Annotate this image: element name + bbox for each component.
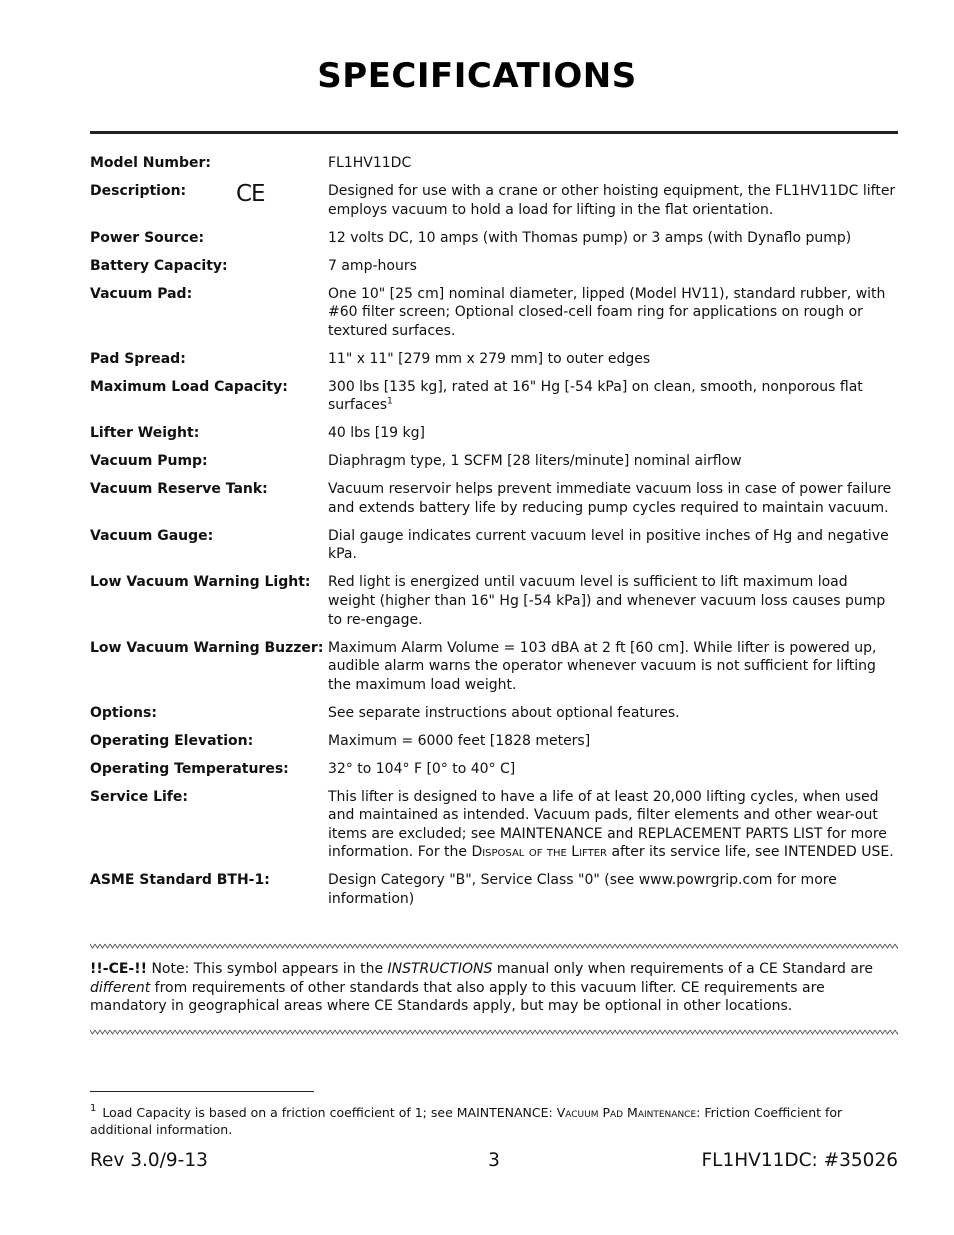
ce-note-tag: !!-CE-!!	[90, 961, 147, 977]
ce-note-text: manual only when requirements of a CE Standard are	[492, 961, 873, 977]
spec-row-warning-buzzer	[90, 639, 898, 695]
ce-note-text: Note: This symbol appears in the	[147, 961, 388, 977]
spec-row-power-source	[90, 229, 898, 248]
spec-row-service-life	[90, 788, 898, 862]
ce-note	[90, 960, 900, 1016]
spec-value: 7 amp-hours	[328, 257, 417, 274]
spec-value: Diaphragm type, 1 SCFM [28 liters/minute] nominal airflow	[328, 453, 742, 470]
spec-label: Lifter Weight:	[90, 425, 200, 442]
spec-label: Operating Temperatures:	[90, 760, 289, 777]
footnote-rule	[90, 1091, 314, 1092]
footnote-text: Load Capacity is based on a friction coefficient of 1; see MAINTENANCE:	[102, 1105, 557, 1120]
spec-value: 32° to 104° F [0° to 40° C]	[328, 760, 516, 777]
spec-value: 300 lbs [135 kg], rated at 16" Hg [-54 kPa] on clean, smooth, nonporous flat surfaces	[328, 378, 863, 414]
page-number: 3	[488, 1150, 500, 1171]
spec-label: Vacuum Pad:	[90, 285, 193, 302]
spec-value: Vacuum reservoir helps prevent immediate vacuum loss in case of power failure and extends battery life by reducing pump cycles required to maintain vacuum.	[328, 481, 892, 516]
spec-label: Options:	[90, 704, 157, 721]
spec-row-description	[90, 182, 898, 219]
spec-label: Pad Spread:	[90, 350, 186, 367]
spec-row-asme-standard	[90, 871, 898, 908]
spec-label: Vacuum Pump:	[90, 453, 208, 470]
spec-row-warning-light	[90, 573, 898, 629]
spec-value: Designed for use with a crane or other hoisting equipment, the FL1HV11DC lifter employs vacuum to hold a load for lifting in the flat orientation.	[328, 182, 896, 218]
ce-note-emphasis: INSTRUCTIONS	[387, 961, 493, 977]
title-rule	[90, 131, 898, 134]
spec-value: Maximum = 6000 feet [1828 meters]	[328, 732, 591, 749]
spec-row-operating-elevation	[90, 732, 898, 751]
spec-value-wrap	[328, 378, 898, 415]
spec-row-vacuum-reserve-tank	[90, 480, 898, 517]
spec-value: 12 volts DC, 10 amps (with Thomas pump) or 3 amps (with Dynaflo pump)	[328, 229, 852, 246]
spec-label: Vacuum Reserve Tank:	[90, 481, 268, 498]
page-title: SPECIFICATIONS	[317, 56, 637, 96]
spec-label-wrap	[90, 182, 328, 219]
spec-label: Service Life:	[90, 788, 188, 805]
decorative-divider-bottom	[90, 1029, 898, 1035]
footnote	[90, 1100, 898, 1138]
spec-label: Operating Elevation:	[90, 732, 254, 749]
footnote-text: : Friction Coefficient for additional information.	[90, 1105, 843, 1137]
spec-row-vacuum-pad	[90, 285, 898, 341]
spec-row-battery-capacity	[90, 257, 898, 276]
spec-row-vacuum-pump	[90, 452, 898, 471]
spec-value: One 10" [25 cm] nominal diameter, lipped (Model HV11), standard rubber, with #60 filter screen; Optional closed-cell foam ring for applications on rough or textured surfaces.	[328, 285, 886, 339]
specifications-table	[90, 154, 898, 918]
spec-label: Battery Capacity:	[90, 257, 228, 274]
spec-row-model-number	[90, 154, 898, 173]
spec-row-options	[90, 704, 898, 723]
spec-row-operating-temperatures	[90, 760, 898, 779]
spec-label: Low Vacuum Warning Light:	[90, 574, 311, 591]
spec-value: Design Category "B", Service Class "0" (see www.powrgrip.com for more information)	[328, 872, 837, 908]
spec-label: Power Source:	[90, 229, 205, 246]
spec-label: ASME Standard BTH-1:	[90, 872, 270, 889]
spec-row-pad-spread	[90, 350, 898, 369]
spec-value: Maximum Alarm Volume = 103 dBA at 2 ft [60 cm]. While lifter is powered up, audible alarm warns the operator whenever vacuum is not sufficient for lifting the maximum load weight.	[328, 639, 877, 693]
spec-label: Maximum Load Capacity:	[90, 378, 288, 395]
spec-label: Vacuum Gauge:	[90, 527, 214, 544]
footnote-reference: 1	[387, 396, 393, 407]
ce-mark-icon: CE	[236, 180, 265, 207]
spec-value: FL1HV11DC	[328, 155, 412, 171]
decorative-divider-top	[90, 943, 898, 949]
spec-row-vacuum-gauge	[90, 527, 898, 564]
spec-value-wrap	[328, 788, 898, 862]
spec-row-max-load-capacity	[90, 378, 898, 415]
spec-value: 40 lbs [19 kg]	[328, 425, 425, 442]
spec-label: Description:	[90, 182, 187, 199]
ce-note-emphasis: different	[90, 979, 151, 996]
revision-label: Rev 3.0/9-13	[90, 1150, 208, 1171]
spec-value-part: after its service life, see INTENDED USE.	[607, 844, 894, 861]
document-id: FL1HV11DC: #35026	[701, 1150, 898, 1171]
spec-value: See separate instructions about optional features.	[328, 704, 680, 721]
spec-value: Dial gauge indicates current vacuum level in positive inches of Hg and negative kPa.	[328, 527, 889, 563]
spec-label: Model Number:	[90, 155, 212, 171]
footnote-smallcaps: Vacuum Pad Maintenance	[556, 1105, 697, 1120]
ce-note-text: from requirements of other standards that also apply to this vacuum lifter. CE requirements are mandatory in geographical areas where CE Standards apply, but may be optional in other locations.	[90, 979, 825, 1015]
spec-value-smallcaps: Disposal of the Lifter	[471, 844, 607, 861]
spec-value: Red light is energized until vacuum level is sufficient to lift maximum load weight (higher than 16" Hg [-54 kPa]) and whenever vacuum loss causes pump to re-engage.	[328, 574, 886, 628]
footnote-number: 1	[90, 1103, 97, 1114]
spec-label: Low Vacuum Warning Buzzer:	[90, 639, 324, 656]
spec-row-lifter-weight	[90, 424, 898, 443]
spec-value: 11" x 11" [279 mm x 279 mm] to outer edges	[328, 350, 651, 367]
spec-value-part: This lifter is designed to have a life of at least 20,000 lifting cycles, when used and maintained as intended. Vacuum pads, filter elements and other wear-out items are excluded; see MAINTENANCE and REPLACEMENT PARTS LIST for more information. For the	[328, 788, 887, 861]
